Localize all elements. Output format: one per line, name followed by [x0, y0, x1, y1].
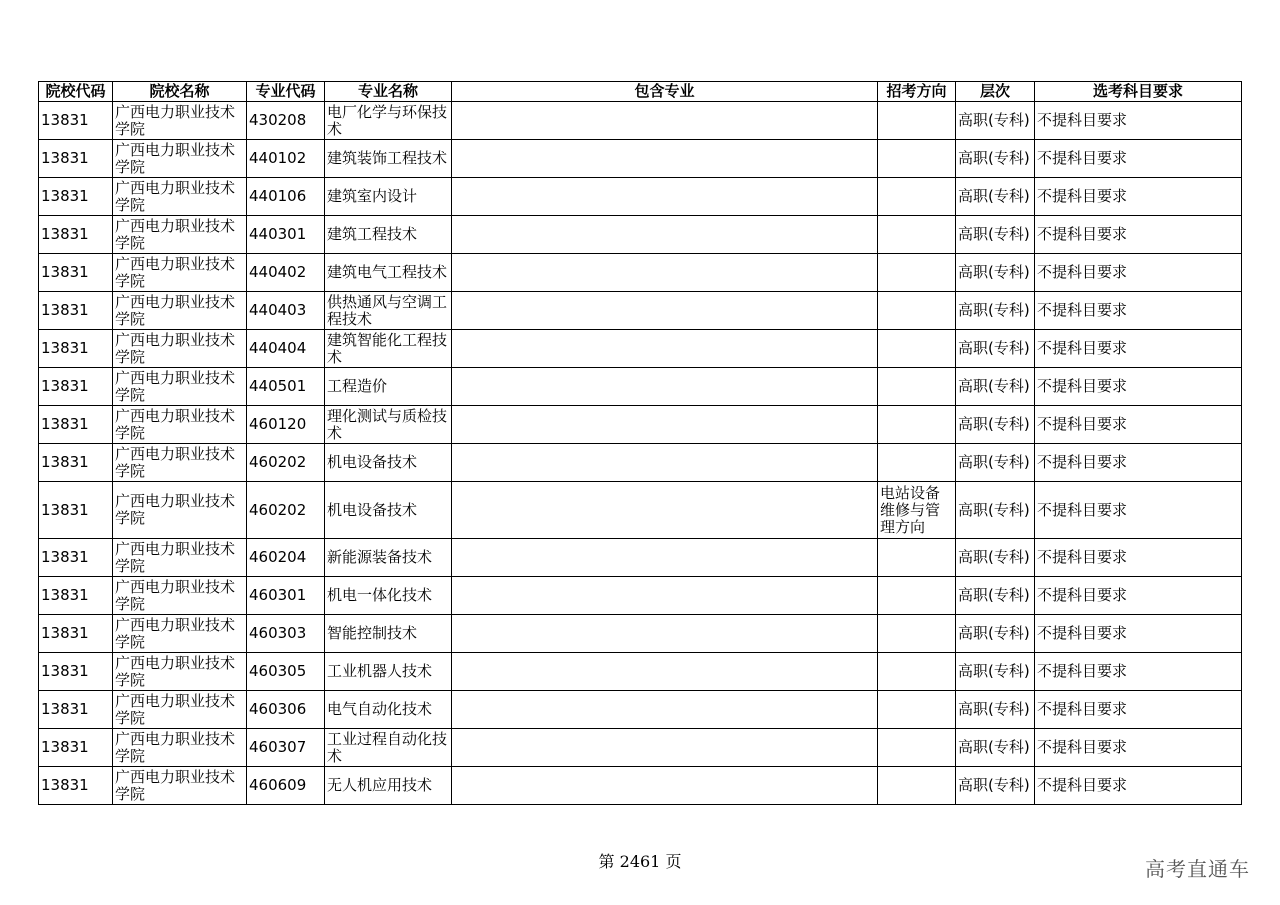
cell-major-name: 建筑电气工程技术 [325, 254, 452, 292]
cell-level: 高职(专科) [956, 767, 1035, 805]
cell-direction [878, 406, 956, 444]
table-row [39, 102, 1242, 140]
cell-major-code: 460120 [247, 406, 325, 444]
cell-level: 高职(专科) [956, 140, 1035, 178]
cell-direction [878, 577, 956, 615]
table-row [39, 653, 1242, 691]
cell-included-majors [452, 577, 878, 615]
table-body [39, 102, 1242, 805]
admissions-table [38, 81, 1242, 805]
cell-subject-requirement: 不提科目要求 [1035, 406, 1242, 444]
cell-school-name: 广西电力职业技术学院 [113, 729, 247, 767]
cell-subject-requirement: 不提科目要求 [1035, 482, 1242, 539]
cell-included-majors [452, 767, 878, 805]
cell-major-code: 460307 [247, 729, 325, 767]
table-header-row [39, 82, 1242, 102]
cell-school-name: 广西电力职业技术学院 [113, 653, 247, 691]
cell-school-code: 13831 [39, 216, 113, 254]
header-col-level: 层次 [956, 82, 1035, 102]
cell-included-majors [452, 539, 878, 577]
cell-major-name: 电气自动化技术 [325, 691, 452, 729]
table-row [39, 406, 1242, 444]
cell-major-code: 440102 [247, 140, 325, 178]
cell-subject-requirement: 不提科目要求 [1035, 292, 1242, 330]
cell-included-majors [452, 254, 878, 292]
cell-level: 高职(专科) [956, 368, 1035, 406]
cell-school-name: 广西电力职业技术学院 [113, 691, 247, 729]
cell-included-majors [452, 691, 878, 729]
cell-school-code: 13831 [39, 330, 113, 368]
cell-included-majors [452, 102, 878, 140]
cell-major-name: 工业机器人技术 [325, 653, 452, 691]
page-number: 第 2461 页 [598, 852, 682, 871]
table-row [39, 178, 1242, 216]
cell-level: 高职(专科) [956, 615, 1035, 653]
cell-school-name: 广西电力职业技术学院 [113, 102, 247, 140]
cell-level: 高职(专科) [956, 254, 1035, 292]
cell-included-majors [452, 368, 878, 406]
cell-included-majors [452, 729, 878, 767]
cell-major-name: 机电设备技术 [325, 482, 452, 539]
cell-school-code: 13831 [39, 292, 113, 330]
cell-level: 高职(专科) [956, 539, 1035, 577]
cell-direction [878, 330, 956, 368]
cell-major-code: 460204 [247, 539, 325, 577]
cell-major-code: 440106 [247, 178, 325, 216]
cell-direction [878, 140, 956, 178]
table-row [39, 140, 1242, 178]
table-row [39, 216, 1242, 254]
cell-level: 高职(专科) [956, 178, 1035, 216]
cell-school-code: 13831 [39, 102, 113, 140]
cell-subject-requirement: 不提科目要求 [1035, 178, 1242, 216]
header-col-subject-requirement: 选考科目要求 [1035, 82, 1242, 102]
table-row [39, 330, 1242, 368]
table-row [39, 254, 1242, 292]
table-row [39, 482, 1242, 539]
cell-major-name: 新能源装备技术 [325, 539, 452, 577]
cell-school-name: 广西电力职业技术学院 [113, 444, 247, 482]
cell-direction: 电站设备维修与管理方向 [878, 482, 956, 539]
cell-direction [878, 615, 956, 653]
cell-major-name: 建筑智能化工程技术 [325, 330, 452, 368]
header-col-school-name: 院校名称 [113, 82, 247, 102]
cell-school-name: 广西电力职业技术学院 [113, 140, 247, 178]
cell-level: 高职(专科) [956, 482, 1035, 539]
cell-major-code: 460306 [247, 691, 325, 729]
cell-school-name: 广西电力职业技术学院 [113, 767, 247, 805]
cell-major-code: 460609 [247, 767, 325, 805]
cell-school-code: 13831 [39, 406, 113, 444]
cell-major-code: 430208 [247, 102, 325, 140]
cell-direction [878, 729, 956, 767]
watermark-text: 高考直通车 [1145, 857, 1250, 881]
header-col-school-code: 院校代码 [39, 82, 113, 102]
cell-major-name: 工业过程自动化技术 [325, 729, 452, 767]
cell-major-name: 无人机应用技术 [325, 767, 452, 805]
cell-subject-requirement: 不提科目要求 [1035, 140, 1242, 178]
cell-major-code: 460303 [247, 615, 325, 653]
cell-school-name: 广西电力职业技术学院 [113, 577, 247, 615]
cell-level: 高职(专科) [956, 691, 1035, 729]
cell-major-code: 460202 [247, 444, 325, 482]
cell-major-name: 智能控制技术 [325, 615, 452, 653]
table-row [39, 444, 1242, 482]
cell-direction [878, 653, 956, 691]
cell-school-code: 13831 [39, 140, 113, 178]
cell-school-name: 广西电力职业技术学院 [113, 292, 247, 330]
cell-direction [878, 292, 956, 330]
cell-major-name: 机电设备技术 [325, 444, 452, 482]
cell-school-code: 13831 [39, 254, 113, 292]
cell-level: 高职(专科) [956, 444, 1035, 482]
cell-school-name: 广西电力职业技术学院 [113, 368, 247, 406]
table-row [39, 577, 1242, 615]
cell-subject-requirement: 不提科目要求 [1035, 615, 1242, 653]
cell-included-majors [452, 615, 878, 653]
cell-included-majors [452, 140, 878, 178]
cell-major-code: 460301 [247, 577, 325, 615]
cell-included-majors [452, 482, 878, 539]
cell-subject-requirement: 不提科目要求 [1035, 254, 1242, 292]
cell-subject-requirement: 不提科目要求 [1035, 368, 1242, 406]
cell-school-name: 广西电力职业技术学院 [113, 216, 247, 254]
cell-major-name: 电厂化学与环保技术 [325, 102, 452, 140]
cell-school-code: 13831 [39, 767, 113, 805]
table-row [39, 691, 1242, 729]
cell-subject-requirement: 不提科目要求 [1035, 691, 1242, 729]
cell-direction [878, 178, 956, 216]
header-col-direction: 招考方向 [878, 82, 956, 102]
cell-major-name: 理化测试与质检技术 [325, 406, 452, 444]
cell-level: 高职(专科) [956, 729, 1035, 767]
cell-major-name: 建筑工程技术 [325, 216, 452, 254]
cell-level: 高职(专科) [956, 216, 1035, 254]
cell-direction [878, 216, 956, 254]
cell-school-name: 广西电力职业技术学院 [113, 330, 247, 368]
cell-major-code: 440402 [247, 254, 325, 292]
header-col-included-majors: 包含专业 [452, 82, 878, 102]
cell-direction [878, 102, 956, 140]
cell-school-code: 13831 [39, 691, 113, 729]
table-row [39, 767, 1242, 805]
cell-direction [878, 368, 956, 406]
cell-included-majors [452, 653, 878, 691]
cell-level: 高职(专科) [956, 577, 1035, 615]
cell-included-majors [452, 330, 878, 368]
cell-subject-requirement: 不提科目要求 [1035, 216, 1242, 254]
table-row [39, 539, 1242, 577]
cell-major-code: 440501 [247, 368, 325, 406]
cell-level: 高职(专科) [956, 102, 1035, 140]
cell-school-code: 13831 [39, 729, 113, 767]
cell-subject-requirement: 不提科目要求 [1035, 102, 1242, 140]
cell-school-code: 13831 [39, 178, 113, 216]
cell-school-name: 广西电力职业技术学院 [113, 254, 247, 292]
cell-subject-requirement: 不提科目要求 [1035, 729, 1242, 767]
cell-major-name: 供热通风与空调工程技术 [325, 292, 452, 330]
cell-major-name: 机电一体化技术 [325, 577, 452, 615]
cell-major-code: 460202 [247, 482, 325, 539]
cell-school-code: 13831 [39, 615, 113, 653]
cell-major-name: 建筑室内设计 [325, 178, 452, 216]
cell-school-name: 广西电力职业技术学院 [113, 406, 247, 444]
cell-included-majors [452, 406, 878, 444]
cell-major-code: 440403 [247, 292, 325, 330]
cell-major-code: 440404 [247, 330, 325, 368]
cell-level: 高职(专科) [956, 330, 1035, 368]
table-row [39, 615, 1242, 653]
header-col-major-code: 专业代码 [247, 82, 325, 102]
cell-school-name: 广西电力职业技术学院 [113, 482, 247, 539]
cell-school-code: 13831 [39, 482, 113, 539]
cell-subject-requirement: 不提科目要求 [1035, 767, 1242, 805]
cell-subject-requirement: 不提科目要求 [1035, 577, 1242, 615]
cell-school-code: 13831 [39, 577, 113, 615]
cell-included-majors [452, 178, 878, 216]
cell-level: 高职(专科) [956, 292, 1035, 330]
cell-direction [878, 254, 956, 292]
cell-subject-requirement: 不提科目要求 [1035, 653, 1242, 691]
cell-direction [878, 691, 956, 729]
cell-level: 高职(专科) [956, 406, 1035, 444]
cell-school-code: 13831 [39, 368, 113, 406]
cell-school-name: 广西电力职业技术学院 [113, 178, 247, 216]
cell-school-code: 13831 [39, 653, 113, 691]
cell-major-name: 工程造价 [325, 368, 452, 406]
table-row [39, 292, 1242, 330]
cell-included-majors [452, 444, 878, 482]
cell-included-majors [452, 216, 878, 254]
cell-level: 高职(专科) [956, 653, 1035, 691]
cell-subject-requirement: 不提科目要求 [1035, 330, 1242, 368]
cell-school-code: 13831 [39, 539, 113, 577]
cell-major-code: 460305 [247, 653, 325, 691]
cell-direction [878, 767, 956, 805]
table-row [39, 729, 1242, 767]
table-row [39, 368, 1242, 406]
cell-subject-requirement: 不提科目要求 [1035, 539, 1242, 577]
header-col-major-name: 专业名称 [325, 82, 452, 102]
cell-major-code: 440301 [247, 216, 325, 254]
cell-included-majors [452, 292, 878, 330]
cell-school-name: 广西电力职业技术学院 [113, 539, 247, 577]
cell-direction [878, 539, 956, 577]
cell-direction [878, 444, 956, 482]
cell-subject-requirement: 不提科目要求 [1035, 444, 1242, 482]
cell-school-name: 广西电力职业技术学院 [113, 615, 247, 653]
cell-major-name: 建筑装饰工程技术 [325, 140, 452, 178]
cell-school-code: 13831 [39, 444, 113, 482]
